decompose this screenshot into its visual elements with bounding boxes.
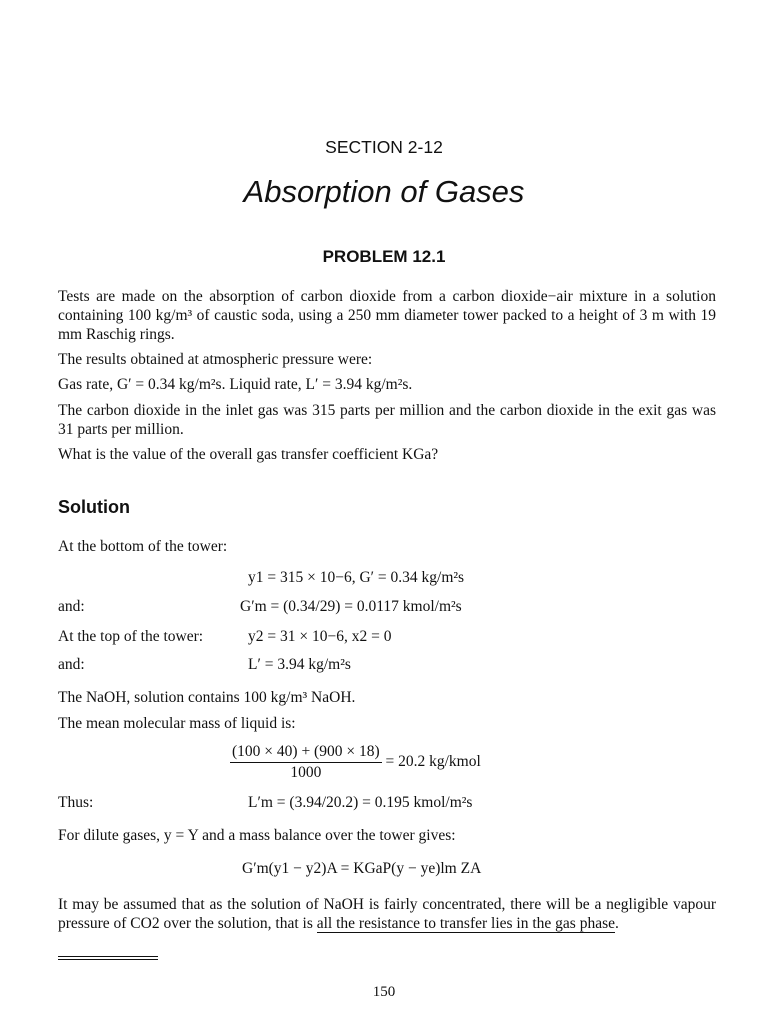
fraction-result: = 20.2 kg/kmol xyxy=(385,753,481,771)
solution-heading: Solution xyxy=(58,497,130,517)
mean-molecular-mass-label: The mean molecular mass of liquid is: xyxy=(58,715,296,732)
mass-balance-equation: G′m(y1 − y2)A = KGaP(y − ye)lm ZA xyxy=(242,860,482,877)
equation-y2: y2 = 31 × 10−6, x2 = 0 xyxy=(248,628,392,645)
problem-heading: PROBLEM 12.1 xyxy=(322,247,446,266)
conclusion-end: . xyxy=(615,915,619,932)
thus-label: Thus: xyxy=(58,794,94,811)
dilute-gases-statement: For dilute gases, y = Y and a mass balance over the tower gives: xyxy=(58,827,456,844)
bottom-of-tower-label: At the bottom of the tower: xyxy=(58,538,228,555)
problem-question: What is the value of the overall gas transfer coefficient KGa? xyxy=(58,446,439,463)
double-underline xyxy=(58,956,158,960)
equation-lm: L′m = (3.94/20.2) = 0.195 kmol/m²s xyxy=(248,794,473,811)
problem-paragraph-4: The carbon dioxide in the inlet gas was 315 parts per million and the carbon dioxide in the exit gas was 31 parts per million. xyxy=(58,402,716,438)
equation-y1: y1 = 315 × 10−6, G′ = 0.34 kg/m²s xyxy=(248,569,465,586)
and-label-2: and: xyxy=(58,656,85,673)
naoh-statement: The NaOH, solution contains 100 kg/m³ NaOH. xyxy=(58,689,356,706)
problem-paragraph-2: The results obtained at atmospheric pressure were: xyxy=(58,351,373,368)
problem-paragraph-1: Tests are made on the absorption of carbon dioxide from a carbon dioxide−air mixture in a solution containing 100 kg/m³ of caustic soda, using a 250 mm diameter tower packed to a height of 3 m with 19 mm Raschig rings. xyxy=(58,288,716,343)
fraction-denominator: 1000 xyxy=(290,764,322,781)
equation-gm: G′m = (0.34/29) = 0.0117 kmol/m²s xyxy=(240,598,462,615)
top-of-tower-label: At the top of the tower: xyxy=(58,628,204,645)
fraction xyxy=(230,743,382,782)
section-heading: SECTION 2-12 xyxy=(325,137,443,157)
conclusion-text: It may be assumed that as the solution of NaOH is fairly concentrated, there will be a negligible vapour pressure of CO2 over the solution, that is xyxy=(58,896,716,932)
problem-paragraph-3: Gas rate, G′ = 0.34 kg/m²s. Liquid rate, L′ = 3.94 kg/m²s. xyxy=(58,376,413,393)
fraction-numerator: (100 × 40) + (900 × 18) xyxy=(230,743,382,763)
conclusion-underlined: all the resistance to transfer lies in the gas phase xyxy=(316,915,616,932)
equation-l: L′ = 3.94 kg/m²s xyxy=(248,656,351,673)
and-label-1: and: xyxy=(58,598,85,615)
fraction-equation xyxy=(230,743,481,782)
page-number: 150 xyxy=(372,984,396,1000)
conclusion-paragraph xyxy=(58,895,716,933)
chapter-title: Absorption of Gases xyxy=(243,174,525,209)
